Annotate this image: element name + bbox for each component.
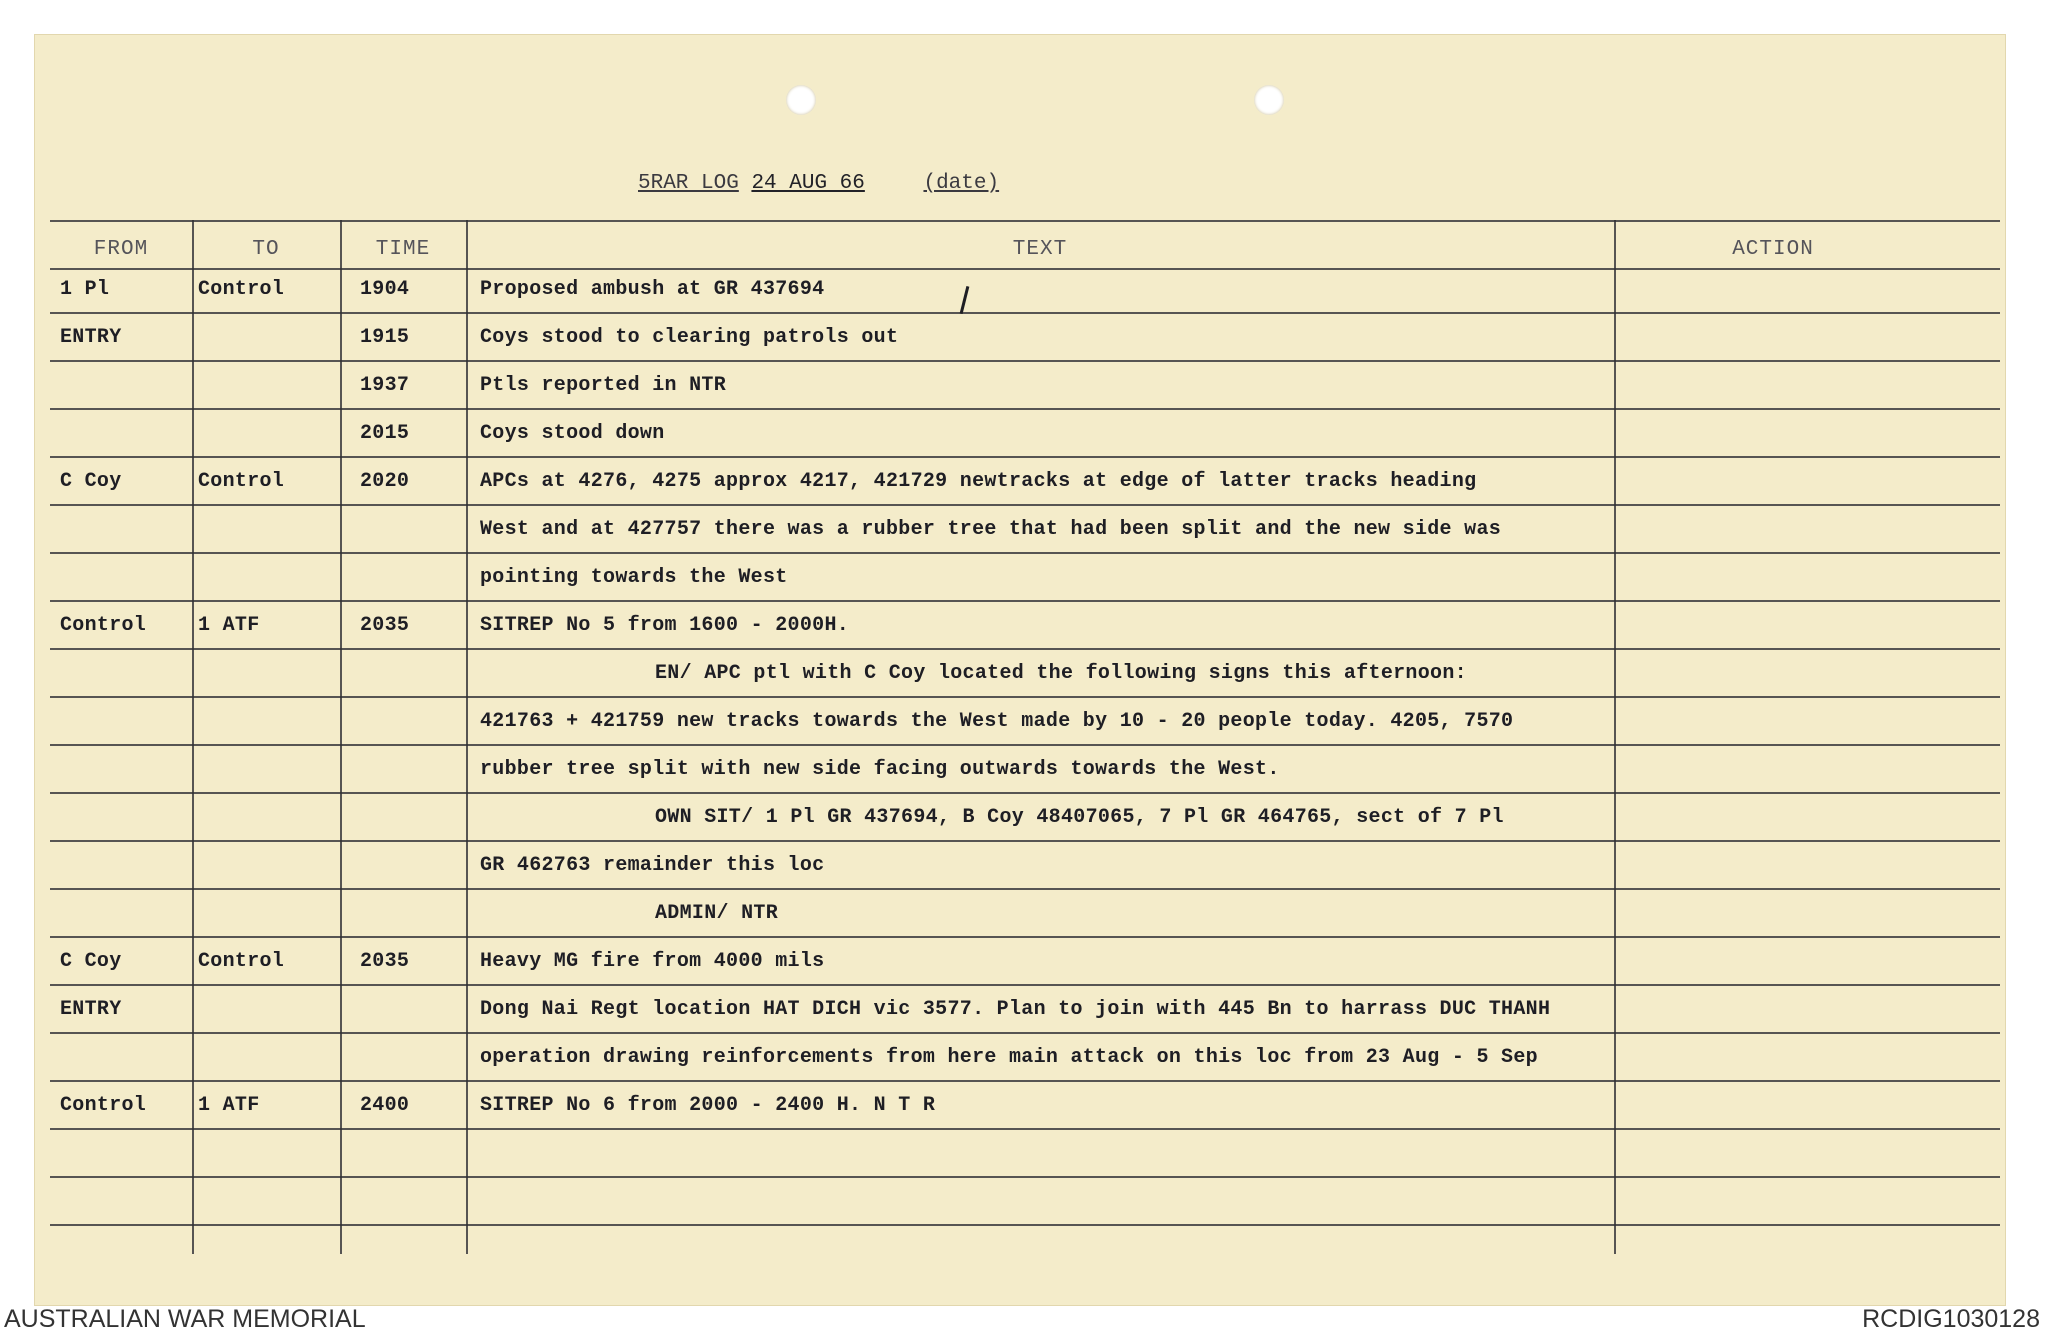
from-cell: C Coy (60, 950, 122, 973)
time-cell: 2400 (360, 1094, 410, 1117)
log-title: 5RAR LOG (638, 172, 739, 195)
from-cell: C Coy (60, 470, 122, 493)
from-cell: ENTRY (60, 326, 122, 349)
log-row (50, 604, 2000, 650)
footer-credit: AUSTRALIAN WAR MEMORIAL (4, 1305, 366, 1333)
time-cell: 2020 (360, 470, 410, 493)
log-row (50, 940, 2000, 986)
to-cell: Control (198, 950, 285, 973)
text-cell: GR 462763 remainder this loc (480, 854, 825, 877)
log-row (50, 556, 2000, 602)
text-cell: Coys stood down (480, 422, 665, 445)
text-cell: SITREP No 5 from 1600 - 2000H. (480, 614, 850, 637)
to-cell: 1 ATF (198, 614, 260, 637)
to-cell: Control (198, 278, 285, 301)
text-cell: EN/ APC ptl with C Coy located the following signs this afternoon: (655, 662, 1467, 685)
column-header-text: TEXT (1012, 238, 1068, 261)
time-cell: 1915 (360, 326, 410, 349)
log-row (50, 268, 2000, 314)
text-cell: pointing towards the West (480, 566, 788, 589)
time-cell: 2015 (360, 422, 410, 445)
log-table (50, 220, 2002, 1254)
rule (50, 1224, 2000, 1226)
text-cell: Proposed ambush at GR 437694 (480, 278, 825, 301)
footer-identifier: RCDIG1030128 (1862, 1305, 2040, 1333)
log-date-note: (date) (923, 172, 1000, 195)
log-row (50, 748, 2000, 794)
text-cell: Coys stood to clearing patrols out (480, 326, 899, 349)
from-cell: Control (60, 614, 147, 637)
log-row (50, 1036, 2000, 1082)
log-row (50, 364, 2000, 410)
time-cell: 1904 (360, 278, 410, 301)
log-row (50, 844, 2000, 890)
log-row (50, 700, 2000, 746)
log-row (50, 892, 2000, 938)
time-cell: 2035 (360, 950, 410, 973)
to-cell: Control (198, 470, 285, 493)
log-row (50, 412, 2000, 458)
text-cell: rubber tree split with new side facing outwards towards the West. (480, 758, 1280, 781)
log-row (50, 316, 2000, 362)
log-row (50, 1084, 2000, 1130)
text-cell: Heavy MG fire from 4000 mils (480, 950, 825, 973)
punch-hole-left (786, 85, 816, 115)
rule (50, 1176, 2000, 1178)
log-row (50, 988, 2000, 1034)
text-cell: APCs at 4276, 4275 approx 4217, 421729 newtracks at edge of latter tracks heading (480, 470, 1477, 493)
text-cell: SITREP No 6 from 2000 - 2400 H. N T R (480, 1094, 936, 1117)
text-cell: operation drawing reinforcements from here main attack on this loc from 23 Aug - 5 Sep (480, 1046, 1538, 1069)
text-cell: Dong Nai Regt location HAT DICH vic 3577. Plan to join with 445 Bn to harrass DUC THANH (480, 998, 1551, 1021)
log-date: 24 AUG 66 (751, 172, 865, 195)
to-cell: 1 ATF (198, 1094, 260, 1117)
punch-hole-right (1254, 85, 1284, 115)
time-cell: 1937 (360, 374, 410, 397)
log-row (50, 460, 2000, 506)
from-cell: 1 Pl (60, 278, 110, 301)
text-cell: OWN SIT/ 1 Pl GR 437694, B Coy 48407065, 7 Pl GR 464765, sect of 7 Pl (655, 806, 1504, 829)
column-header-from: FROM (93, 238, 149, 261)
text-cell: 421763 + 421759 new tracks towards the West made by 10 - 20 people today. 4205, 7570 (480, 710, 1514, 733)
log-row (50, 508, 2000, 554)
column-header-time: TIME (375, 238, 431, 261)
text-cell: ADMIN/ NTR (655, 902, 779, 925)
from-cell: ENTRY (60, 998, 122, 1021)
from-cell: Control (60, 1094, 147, 1117)
log-row (50, 652, 2000, 698)
log-heading (638, 172, 999, 206)
time-cell: 2035 (360, 614, 410, 637)
column-header-to: TO (252, 238, 280, 261)
rule-top (50, 220, 2000, 222)
column-header-action: ACTION (1732, 238, 1814, 261)
text-cell: West and at 427757 there was a rubber tree that had been split and the new side was (480, 518, 1502, 541)
text-cell: Ptls reported in NTR (480, 374, 727, 397)
log-row (50, 796, 2000, 842)
